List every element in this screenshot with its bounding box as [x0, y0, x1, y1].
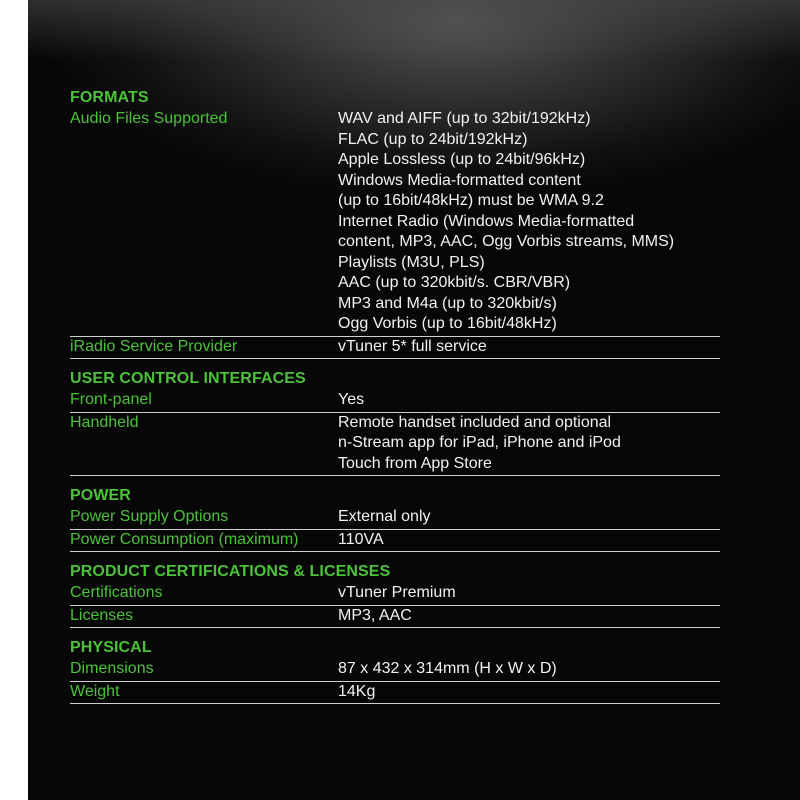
spec-row-front-panel [70, 390, 720, 413]
spec-values [338, 337, 720, 358]
spec-label: Weight [70, 682, 120, 700]
spec-row-power-supply-options [70, 507, 720, 530]
spec-values [338, 682, 720, 703]
spec-value: FLAC (up to 24bit/192kHz) [338, 130, 528, 148]
spec-values [338, 507, 720, 528]
spec-row-licenses [70, 606, 720, 629]
spec-value: Touch from App Store [338, 454, 492, 472]
section-heading: PHYSICAL [70, 639, 152, 656]
spec-values [338, 659, 720, 680]
section-power [70, 486, 720, 552]
spec-value: content, MP3, AAC, Ogg Vorbis streams, MMS) [338, 233, 675, 250]
spec-value: Windows Media-formatted content [338, 171, 581, 189]
spec-values [338, 606, 720, 627]
spec-label: iRadio Service Provider [70, 337, 238, 355]
section-physical [70, 638, 720, 704]
spec-row-weight [70, 682, 720, 705]
spec-value: Remote handset included and optional [338, 413, 612, 431]
spec-value: Ogg Vorbis (up to 16bit/48kHz) [338, 315, 557, 332]
spec-row-iradio-service-provider [70, 337, 720, 360]
section-heading: USER CONTROL INTERFACES [70, 370, 306, 387]
spec-value: Internet Radio (Windows Media-formatted [338, 212, 635, 230]
spec-value: 87 x 432 x 314mm (H x W x D) [338, 660, 557, 677]
spec-row-audio-files-supported [70, 109, 720, 337]
spec-value: External only [338, 508, 431, 525]
spec-value: 14Kg [338, 682, 376, 700]
spec-label: Dimensions [70, 660, 154, 677]
spec-value: WAV and AIFF (up to 32bit/192kHz) [338, 110, 591, 127]
spec-value: 110VA [338, 530, 384, 548]
spec-label: Licenses [70, 606, 134, 624]
spec-value: Apple Lossless (up to 24bit/96kHz) [338, 151, 586, 168]
spec-values [338, 390, 720, 411]
spec-values [338, 530, 720, 551]
spec-row-power-consumption-maximum [70, 530, 720, 553]
spec-value: vTuner Premium [338, 584, 456, 601]
spec-values [338, 109, 720, 335]
spec-label: Certifications [70, 584, 163, 601]
spec-values [338, 413, 720, 475]
spec-label: Audio Files Supported [70, 110, 228, 127]
spec-label: Power Supply Options [70, 508, 229, 525]
section-heading: POWER [70, 487, 131, 504]
section-product-certifications-licenses [70, 562, 720, 628]
section-formats [70, 88, 720, 359]
spec-label: Handheld [70, 413, 139, 431]
spec-value: vTuner 5* full service [338, 337, 487, 355]
spec-label: Power Consumption (maximum) [70, 530, 299, 548]
section-heading: PRODUCT CERTIFICATIONS & LICENSES [70, 563, 391, 580]
section-heading: FORMATS [70, 89, 149, 106]
spec-panel [28, 0, 800, 800]
spec-value: (up to 16bit/48kHz) must be WMA 9.2 [338, 192, 604, 209]
spec-value: Playlists (M3U, PLS) [338, 253, 485, 271]
spec-label: Front-panel [70, 391, 152, 408]
spec-row-handheld [70, 413, 720, 477]
spec-row-certifications [70, 583, 720, 606]
spec-value: Yes [338, 391, 365, 408]
spec-sheet [70, 88, 720, 714]
spec-row-dimensions [70, 659, 720, 682]
spec-value: MP3 and M4a (up to 320kbit/s) [338, 294, 557, 312]
spec-values [338, 583, 720, 604]
spec-value: n-Stream app for iPad, iPhone and iPod [338, 434, 621, 451]
spec-value: MP3, AAC [338, 606, 412, 624]
section-user-control-interfaces [70, 369, 720, 476]
spec-value: AAC (up to 320kbit/s. CBR/VBR) [338, 274, 571, 291]
